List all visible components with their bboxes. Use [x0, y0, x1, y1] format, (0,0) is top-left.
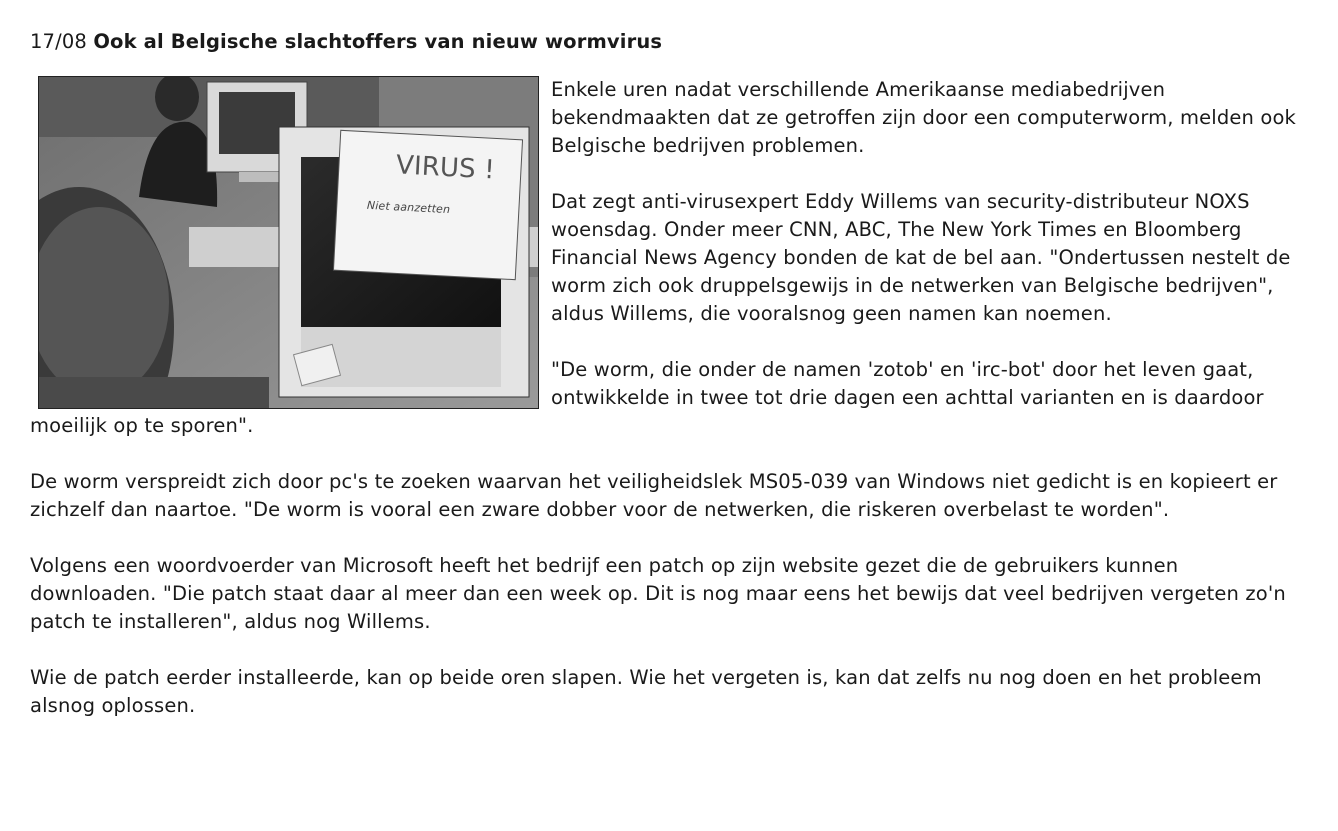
article-title: Ook al Belgische slachtoffers van nieuw wormvirus: [93, 30, 663, 53]
note-text-niet-aanzetten: Niet aanzetten: [366, 198, 451, 217]
article-photo: [38, 76, 539, 409]
article-paragraph: Wie de patch eerder installeerde, kan op beide oren slapen. Wie het vergeten is, kan dat zelfs nu nog doen en het probleem alsnog oplossen.: [30, 666, 1262, 717]
article-paragraph: Volgens een woordvoerder van Microsoft heeft het bedrijf een patch op zijn website gezet die de gebruikers kunnen downloaden. "Die patch staat daar al meer dan een week op. Dit is nog maar eens het bewijs dat veel bedrijven vergeten zo'n patch te installeren", aldus nog Willems.: [30, 554, 1286, 633]
article-headline: [30, 28, 1310, 56]
article-paragraph: "De worm, die onder de namen 'zotob' en 'irc-bot' door het leven gaat, ontwikkelde in twee tot drie dagen een achttal varianten en is daardoor moeilijk op te sporen".: [30, 358, 1264, 437]
article-date: 17/08: [30, 30, 87, 53]
article-paragraph: De worm verspreidt zich door pc's te zoeken waarvan het veiligheidslek MS05-039 van Windows niet gedicht is en kopieert er zichzelf dan naartoe. "De worm is vooral een zware dobber voor de netwerken, die riskeren overbelast te worden".: [30, 470, 1278, 521]
article-paragraph: Dat zegt anti-virusexpert Eddy Willems van security-distributeur NOXS woensdag. Onder meer CNN, ABC, The New York Times en Bloomberg Financial News Agency bonden de kat de bel aan. "Ondertussen nestelt de worm zich ook druppelsgewijs in de netwerken van Belgische bedrijven", aldus Willems, die vooralsnog geen namen kan noemen.: [551, 190, 1291, 325]
news-article: [30, 28, 1310, 720]
note-text-virus: VIRUS !: [395, 150, 496, 186]
article-paragraph: Enkele uren nadat verschillende Amerikaanse mediabedrijven bekendmaakten dat ze getroffen zijn door een computerworm, melden ook Belgische bedrijven problemen.: [551, 78, 1296, 157]
photo-computer-monitor-virus-note: [39, 77, 538, 408]
